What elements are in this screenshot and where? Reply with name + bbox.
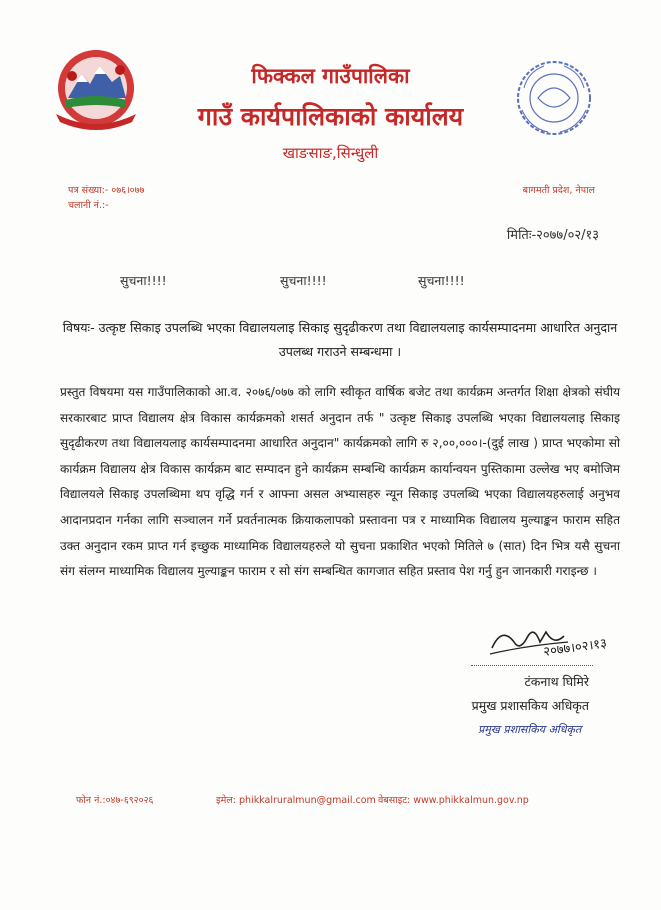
- handwritten-signature: [484, 612, 634, 666]
- office-location: खाङसाङ,सिन्धुली: [282, 144, 379, 162]
- notice-heading: सुचना!!!!: [280, 273, 327, 288]
- letter-date: मितिः-२०७७/०२/१३: [506, 228, 599, 243]
- signer-name: टंकनाथ घिमिरे: [524, 674, 589, 689]
- notice-body: प्रस्तुत विषयमा यस गाउँपालिकाको आ.व. २०७६/०७७ को लागि स्वीकृत वार्षिक बजेट तथा कार्यक्रम अन्तर्गत शिक्षा क्षेत्रको संघीय सरकारबाट प्राप्त विद्यालय क्षेत्र विकास कार्यक्रमको शसर्त अनुदान तर्फ " उत्कृष्ट सिकाइ उपलब्धि भएका विद्यालयलाइ सिकाइ सुदृढीकरण तथा विद्यालयलाइ कार्यसम्पादनमा आधारित अनुदान" कार्यक्रमको लागि रु २,००,०००।-(दुई लाख ) प्राप्त भएकोमा सो कार्यक्रम विद्यालय क्षेत्र विकास कार्यक्रम बाट सम्पादन हुने कार्यक्रम सम्बन्धि कार्यक्रम कार्यान्वयन पुस्तिकामा उल्लेख भए बमोजिम विद्यालयले सिकाइ उपलब्धिमा थप वृद्धि गर्न र आफ्ना असल अभ्यासहरु न्यून सिकाइ उपलब्धि भएका विद्यालयहरुलाई अनुभव आदानप्रदान गर्नका लागि सञ्चालन गर्ने प्रवर्तनात्मक क्रियाकलापको प्रस्तावना पत्र र माध्यामिक विद्यालय मुल्याङ्कन फाराम सहित उक्त अनुदान रकम प्राप्त गर्न इच्छुक माध्यामिक विद्यालयहरुले यो सुचना प्रकाशित भएको मितिले ७ (सात) दिन भित्र यसै सुचना संग संलग्न माध्यामिक विद्यालय मुल्याङ्कन फाराम र सो संग सम्बन्धित कागजात सहित प्रस्ताव पेश गर्नु हुन जानकारी गराइन्छ ।: [60, 385, 620, 579]
- dispatch-number: चलानी नं.:-: [68, 200, 109, 211]
- province-label: बागमती प्रदेश, नेपाल: [522, 185, 595, 196]
- notice-heading: सुचना!!!!: [418, 273, 465, 288]
- office-name: गाउँ कार्यपालिकाको कार्यालय: [197, 102, 464, 131]
- letter-number: पत्र संख्या:- ०७६।०७७: [68, 185, 145, 196]
- footer-website: वेबसाइट: www.phikkalmun.gov.np: [378, 795, 529, 806]
- signature-date: २०७७।०२।१३: [542, 636, 608, 660]
- municipality-name: फिक्कल गाउँपालिका: [251, 64, 410, 88]
- signer-designation: प्रमुख प्रशासकिय अधिकृत: [471, 698, 589, 713]
- footer-phone: फोन नं.:०४७-६९२०२६: [76, 795, 154, 806]
- subject-line: विषयः- उत्कृष्ट सिकाइ उपलब्धि भएका विद्यालयलाइ सिकाइ सुदृढीकरण तथा विद्यालयलाइ कार्यसम्पादनमा आधारित अनुदान उपलब्ध गराउने सम्बन्धमा ।: [62, 320, 618, 359]
- signature-line: [471, 665, 593, 666]
- designation-stamp: प्रमुख प्रशासकिय अधिकृत: [478, 723, 582, 736]
- footer-email: इमेल: phikkalruralmun@gmail.com: [216, 795, 376, 806]
- notice-heading: सुचना!!!!: [120, 273, 167, 288]
